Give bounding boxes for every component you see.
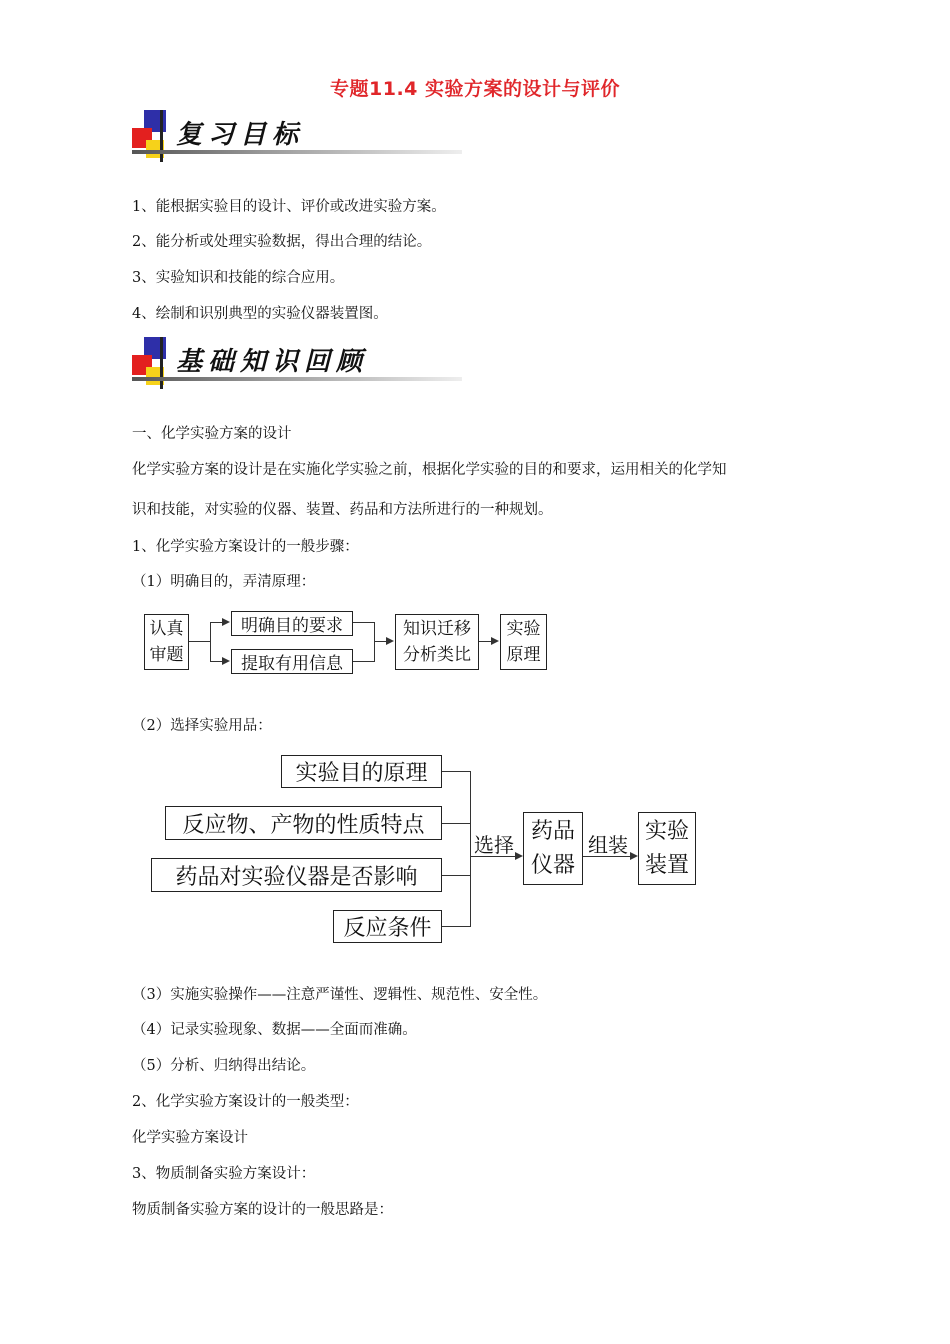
step-item: （5）分析、归纳得出结论。 (132, 1058, 316, 1074)
section-banner-basics (132, 337, 462, 389)
goal-item: 4、绘制和识别典型的实验仪器装置图。 (132, 306, 388, 322)
flow-box-clarify-goal: 明确目的要求 (231, 611, 353, 636)
arrow-icon (491, 637, 499, 645)
flow-input-properties: 反应物、产物的性质特点 (165, 806, 442, 840)
paragraph-line: 化学实验方案设计 (132, 1130, 248, 1146)
section-banner-review-goals (132, 110, 462, 162)
paragraph-line: 物质制备实验方案的设计的一般思路是： (132, 1202, 393, 1218)
step-item: （2）选择实验用品： (132, 718, 272, 734)
flow-box-read-question: 认真 审题 (144, 614, 189, 670)
flow-box-experiment-principle: 实验 原理 (500, 614, 547, 670)
flow-box-knowledge-transfer: 知识迁移 分析类比 (395, 614, 479, 670)
subheading: 2、化学实验方案设计的一般类型： (132, 1094, 359, 1110)
banner-title: 基础知识回顾 (176, 347, 369, 377)
paragraph-line: 化学实验方案的设计是在实施化学实验之前，根据化学实验的目的和要求，运用相关的化学知 (132, 462, 727, 478)
step-item: （4）记录实验现象、数据——全面而准确。 (132, 1022, 417, 1038)
arrow-icon (222, 657, 230, 665)
step-item: （1）明确目的，弄清原理： (132, 574, 316, 590)
paragraph-line: 识和技能，对实验的仪器、装置、药品和方法所进行的一种规划。 (132, 502, 553, 518)
goal-item: 2、能分析或处理实验数据，得出合理的结论。 (132, 234, 432, 250)
arrow-icon (630, 852, 638, 860)
arrow-icon (222, 618, 230, 626)
banner-title: 复习目标 (176, 120, 305, 150)
flow-box-apparatus: 实验 装置 (638, 812, 696, 885)
arrow-icon (386, 637, 394, 645)
flow-box-chemicals-instruments: 药品 仪器 (523, 812, 583, 885)
subheading: 1、化学实验方案设计的一般步骤： (132, 539, 359, 555)
goal-item: 3、实验知识和技能的综合应用。 (132, 270, 345, 286)
flow-box-extract-info: 提取有用信息 (231, 649, 353, 674)
page-title: 专题11.4 实验方案的设计与评价 (330, 78, 620, 100)
goal-item: 1、能根据实验目的设计、评价或改进实验方案。 (132, 199, 446, 215)
label-select: 选择 (474, 833, 514, 857)
step-item: （3）实施实验操作——注意严谨性、逻辑性、规范性、安全性。 (132, 987, 548, 1003)
label-assemble: 组装 (588, 833, 628, 857)
subheading: 3、物质制备实验方案设计： (132, 1166, 316, 1182)
flow-input-instrument-effect: 药品对实验仪器是否影响 (151, 858, 442, 892)
arrow-icon (515, 852, 523, 860)
flow-input-purpose-principle: 实验目的原理 (281, 755, 442, 788)
flow-input-conditions: 反应条件 (333, 910, 442, 943)
section-heading: 一、化学实验方案的设计 (132, 426, 292, 442)
